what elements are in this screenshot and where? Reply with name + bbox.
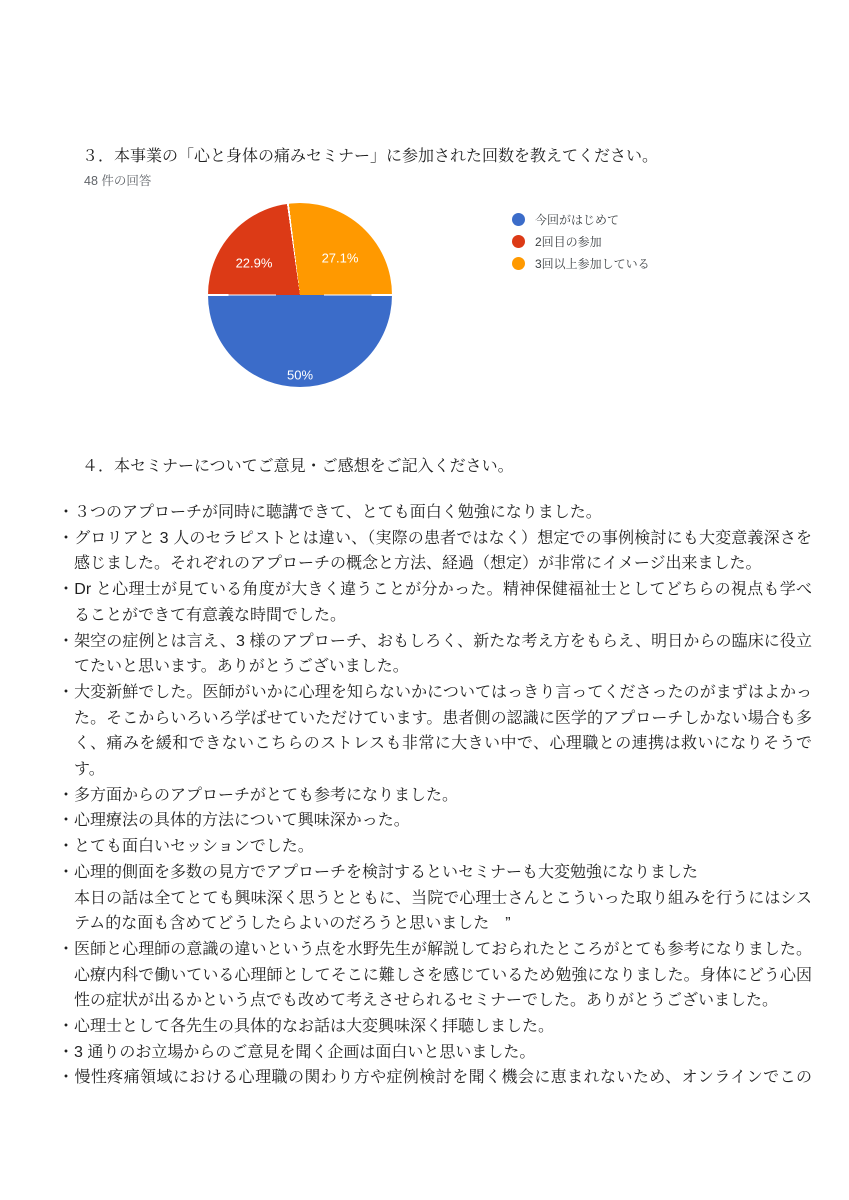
question-3-title: ３．本事業の「心と身体の痛みセミナー」に参加された回数を教えてください。 bbox=[82, 148, 659, 165]
feedback-item-continuation bbox=[58, 886, 812, 937]
feedback-text: 多方面からのアプローチがとても参考になりました。 bbox=[74, 786, 459, 804]
legend-item-second-time bbox=[512, 234, 650, 248]
feedback-item bbox=[58, 808, 812, 834]
legend-label: 2回目の参加 bbox=[535, 234, 602, 249]
bullet-marker: ・ bbox=[58, 529, 75, 547]
pie-slice-label-orange: 27.1% bbox=[321, 250, 359, 266]
feedback-item bbox=[58, 783, 812, 809]
bullet-marker: ・ bbox=[58, 683, 75, 701]
feedback-item bbox=[58, 629, 812, 680]
feedback-item bbox=[58, 860, 812, 886]
pie-slice-label-blue: 50% bbox=[286, 367, 314, 383]
legend-swatch-icon bbox=[512, 257, 525, 270]
feedback-text: 架空の症例とは言え、3 様のアプローチ、おもしろく、新たな考え方をもらえ、明日からの臨床に役立てたいと思います。ありがとうございました。 bbox=[74, 632, 812, 676]
legend-swatch-icon bbox=[512, 213, 525, 226]
feedback-item bbox=[58, 1065, 812, 1091]
bullet-marker: ・ bbox=[58, 812, 75, 830]
feedback-text: 本日の話は全てとても興味深く思うとともに、当院で心理士さんとこういった取り組みを行うにはシステム的な面も含めてどうしたらよいのだろうと思いました ” bbox=[74, 889, 812, 933]
feedback-text: 心理士として各先生の具体的なお話は大変興味深く拝聴しました。 bbox=[74, 1018, 555, 1036]
feedback-list bbox=[58, 500, 812, 1091]
chart-legend bbox=[512, 212, 650, 278]
bullet-marker: ・ bbox=[58, 632, 75, 650]
feedback-text: Dr と心理士が見ている角度が大きく違うことが分かった。精神保健福祉士としてどちらの視点も学べることができて有意義な時間でした。 bbox=[74, 581, 812, 624]
legend-item-three-plus bbox=[512, 256, 650, 270]
bullet-marker: ・ bbox=[58, 940, 75, 958]
feedback-item bbox=[58, 834, 812, 860]
feedback-item bbox=[58, 937, 812, 1014]
feedback-text: とても面白いセッションでした。 bbox=[74, 838, 314, 856]
bullet-marker: ・ bbox=[58, 1018, 75, 1036]
feedback-item bbox=[58, 1014, 812, 1040]
feedback-item bbox=[58, 526, 812, 577]
pie-slice-label-red: 22.9% bbox=[235, 255, 273, 271]
pie-chart bbox=[208, 203, 392, 387]
feedback-text: ３つのアプローチが同時に聴講できて、とても面白く勉強になりました。 bbox=[74, 504, 602, 521]
question-3-response-count: 48 件の回答 bbox=[84, 174, 152, 188]
bullet-marker: ・ bbox=[58, 504, 75, 521]
legend-label: 3回以上参加している bbox=[535, 256, 650, 271]
feedback-item bbox=[58, 1040, 812, 1066]
feedback-text: 慢性疼痛領域における心理職の関わり方や症例検討を聞く機会に恵まれないため、オンラインでこの bbox=[74, 1069, 812, 1087]
feedback-text: 3 通りのお立場からのご意見を聞く企画は面白いと思いました。 bbox=[74, 1043, 536, 1061]
bullet-marker: ・ bbox=[58, 1069, 75, 1087]
pie-chart-block bbox=[0, 203, 849, 397]
feedback-text: 心理療法の具体的方法について興味深かった。 bbox=[74, 812, 410, 830]
feedback-text: 医師と心理師の意識の違いという点を水野先生が解説しておられたところがとても参考になりました。心療内科で働いている心理師としてそこに難しさを感じているため勉強になりました。身体にどう心因性の症状が出るかという点でも改めて考えさせられるセミナーでした。ありがとうございました。 bbox=[74, 940, 812, 1010]
feedback-text: グロリアと 3 人のセラピストとは違い、（実際の患者ではなく）想定での事例検討にも大変意義深さを感じました。それぞれのアプローチの概念と方法、経過（想定）が非常にイメージ出来ました。 bbox=[74, 529, 812, 573]
feedback-item bbox=[58, 680, 812, 783]
bullet-marker: ・ bbox=[58, 1043, 75, 1061]
legend-swatch-icon bbox=[512, 235, 525, 248]
feedback-item bbox=[58, 577, 812, 628]
bullet-marker: ・ bbox=[58, 786, 75, 804]
feedback-text: 心理的側面を多数の見方でアプローチを検討するといセミナーも大変勉強になりました bbox=[74, 863, 699, 881]
legend-item-first-time bbox=[512, 212, 650, 226]
legend-label: 今回がはじめて bbox=[535, 212, 620, 227]
bullet-marker: ・ bbox=[58, 838, 75, 856]
feedback-text: 大変新鮮でした。医師がいかに心理を知らないかについてはっきり言ってくださったのがまずはよかった。そこからいろいろ学ばせていただけています。患者側の認識に医学的アプローチしかない場合も多く、痛みを緩和できないこちらのストレスも非常に大きい中で、心理職との連携は救いになりそうです。 bbox=[74, 683, 812, 779]
question-4-title: ４．本セミナーについてご意見・ご感想をご記入ください。 bbox=[82, 458, 514, 475]
bullet-marker: ・ bbox=[58, 863, 75, 881]
feedback-item bbox=[58, 500, 812, 526]
bullet-marker: ・ bbox=[58, 581, 75, 599]
